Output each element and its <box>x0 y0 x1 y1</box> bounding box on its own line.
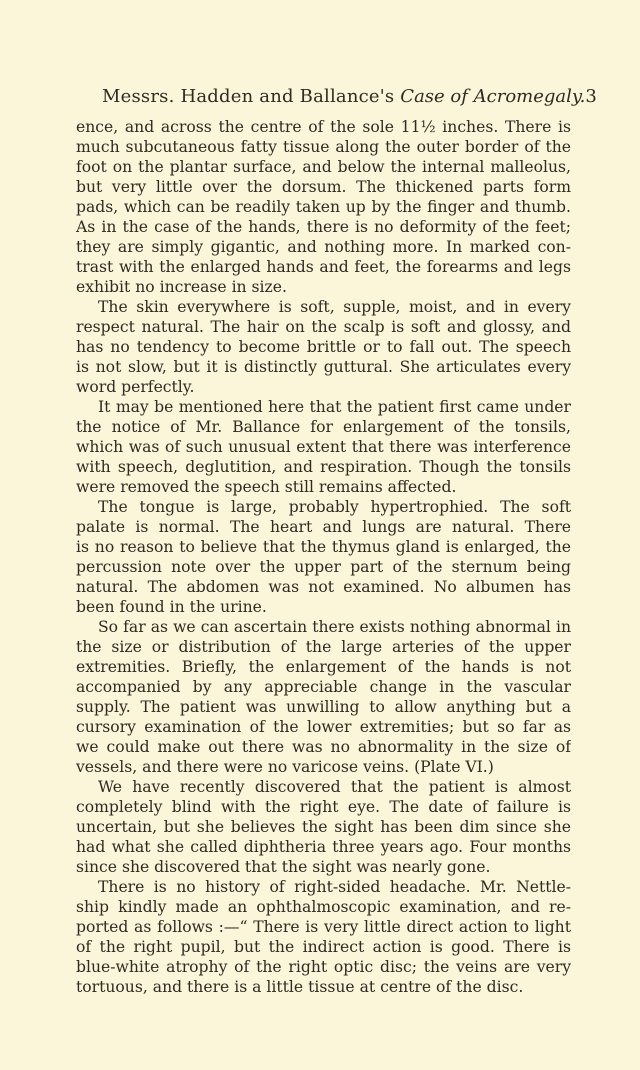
text-line: with speech, deglutition, and respiration. Though the tonsils <box>76 458 571 476</box>
text-line: we could make out there was no abnormality in the size of <box>76 738 571 756</box>
text-line: There is no history of right-sided headache. Mr. Nettle- <box>98 878 571 896</box>
text-line: has no tendency to become brittle or to fall out. The speech <box>76 338 571 356</box>
text-line: The tongue is large, probably hypertrophied. The soft <box>98 498 571 516</box>
text-line: accompanied by any appreciable change in the vascular <box>76 678 571 696</box>
text-line: had what she called diphtheria three years ago. Four months <box>76 838 571 856</box>
text-line: cursory examination of the lower extremities; but so far as <box>76 718 571 736</box>
text-line: much subcutaneous fatty tissue along the outer border of the <box>76 138 571 156</box>
text-line: is not slow, but it is distinctly guttural. She articulates every <box>76 358 571 376</box>
text-line: which was of such unusual extent that there was interference <box>76 438 571 456</box>
text-line: they are simply gigantic, and nothing more. In marked con- <box>76 238 571 256</box>
text-line: percussion note over the upper part of the sternum being <box>76 558 571 576</box>
text-line: is no reason to believe that the thymus gland is enlarged, the <box>76 538 571 556</box>
text-line: but very little over the dorsum. The thickened parts form <box>76 178 571 196</box>
text-line: foot on the plantar surface, and below the internal malleolus, <box>76 158 571 176</box>
text-line: word perfectly. <box>76 378 195 396</box>
text-line: ported as follows :—“ There is very little direct action to light <box>76 918 571 936</box>
text-line: extremities. Briefly, the enlargement of the hands is not <box>76 658 571 676</box>
text-line: vessels, and there were no varicose veins. (Plate VI.) <box>76 758 494 776</box>
text-line: respect natural. The hair on the scalp is soft and glossy, and <box>76 318 571 336</box>
text-line: exhibit no increase in size. <box>76 278 287 296</box>
running-title-italic: Case of Acromegaly. <box>400 86 586 107</box>
running-head <box>102 83 597 111</box>
text-line: of the right pupil, but the indirect action is good. There is <box>76 938 571 956</box>
text-line: been found in the urine. <box>76 598 267 616</box>
text-line: So far as we can ascertain there exists nothing abnormal in <box>98 618 571 636</box>
text-line: palate is normal. The heart and lungs are natural. There <box>76 518 571 536</box>
text-line: trast with the enlarged hands and feet, the forearms and legs <box>76 258 571 276</box>
text-line: natural. The abdomen was not examined. No albumen has <box>76 578 571 596</box>
text-line: The skin everywhere is soft, supple, moist, and in every <box>98 298 571 316</box>
body-text <box>76 117 571 997</box>
text-line: ence, and across the centre of the sole 11½ inches. There is <box>76 118 571 136</box>
text-line: the size or distribution of the large arteries of the upper <box>76 638 571 656</box>
text-line: tortuous, and there is a little tissue at centre of the disc. <box>76 978 524 996</box>
running-title <box>102 83 585 111</box>
text-line: were removed the speech still remains affected. <box>76 478 457 496</box>
text-line: completely blind with the right eye. The date of failure is <box>76 798 571 816</box>
text-line: As in the case of the hands, there is no deformity of the feet; <box>76 218 571 236</box>
page-number: 3 <box>585 86 597 107</box>
text-line: We have recently discovered that the patient is almost <box>98 778 571 796</box>
text-line: the notice of Mr. Ballance for enlargement of the tonsils, <box>76 418 571 436</box>
text-line: blue-white atrophy of the right optic disc; the veins are very <box>76 958 571 976</box>
text-line: pads, which can be readily taken up by the finger and thumb. <box>76 198 571 216</box>
text-line: ship kindly made an ophthalmoscopic examination, and re- <box>76 898 571 916</box>
running-title-roman: Messrs. Hadden and Ballance's <box>102 86 401 107</box>
text-line: supply. The patient was unwilling to allow anything but a <box>76 698 571 716</box>
text-line: It may be mentioned here that the patient first came under <box>98 398 571 416</box>
text-line: uncertain, but she believes the sight has been dim since she <box>76 818 571 836</box>
text-line: since she discovered that the sight was nearly gone. <box>76 858 491 876</box>
